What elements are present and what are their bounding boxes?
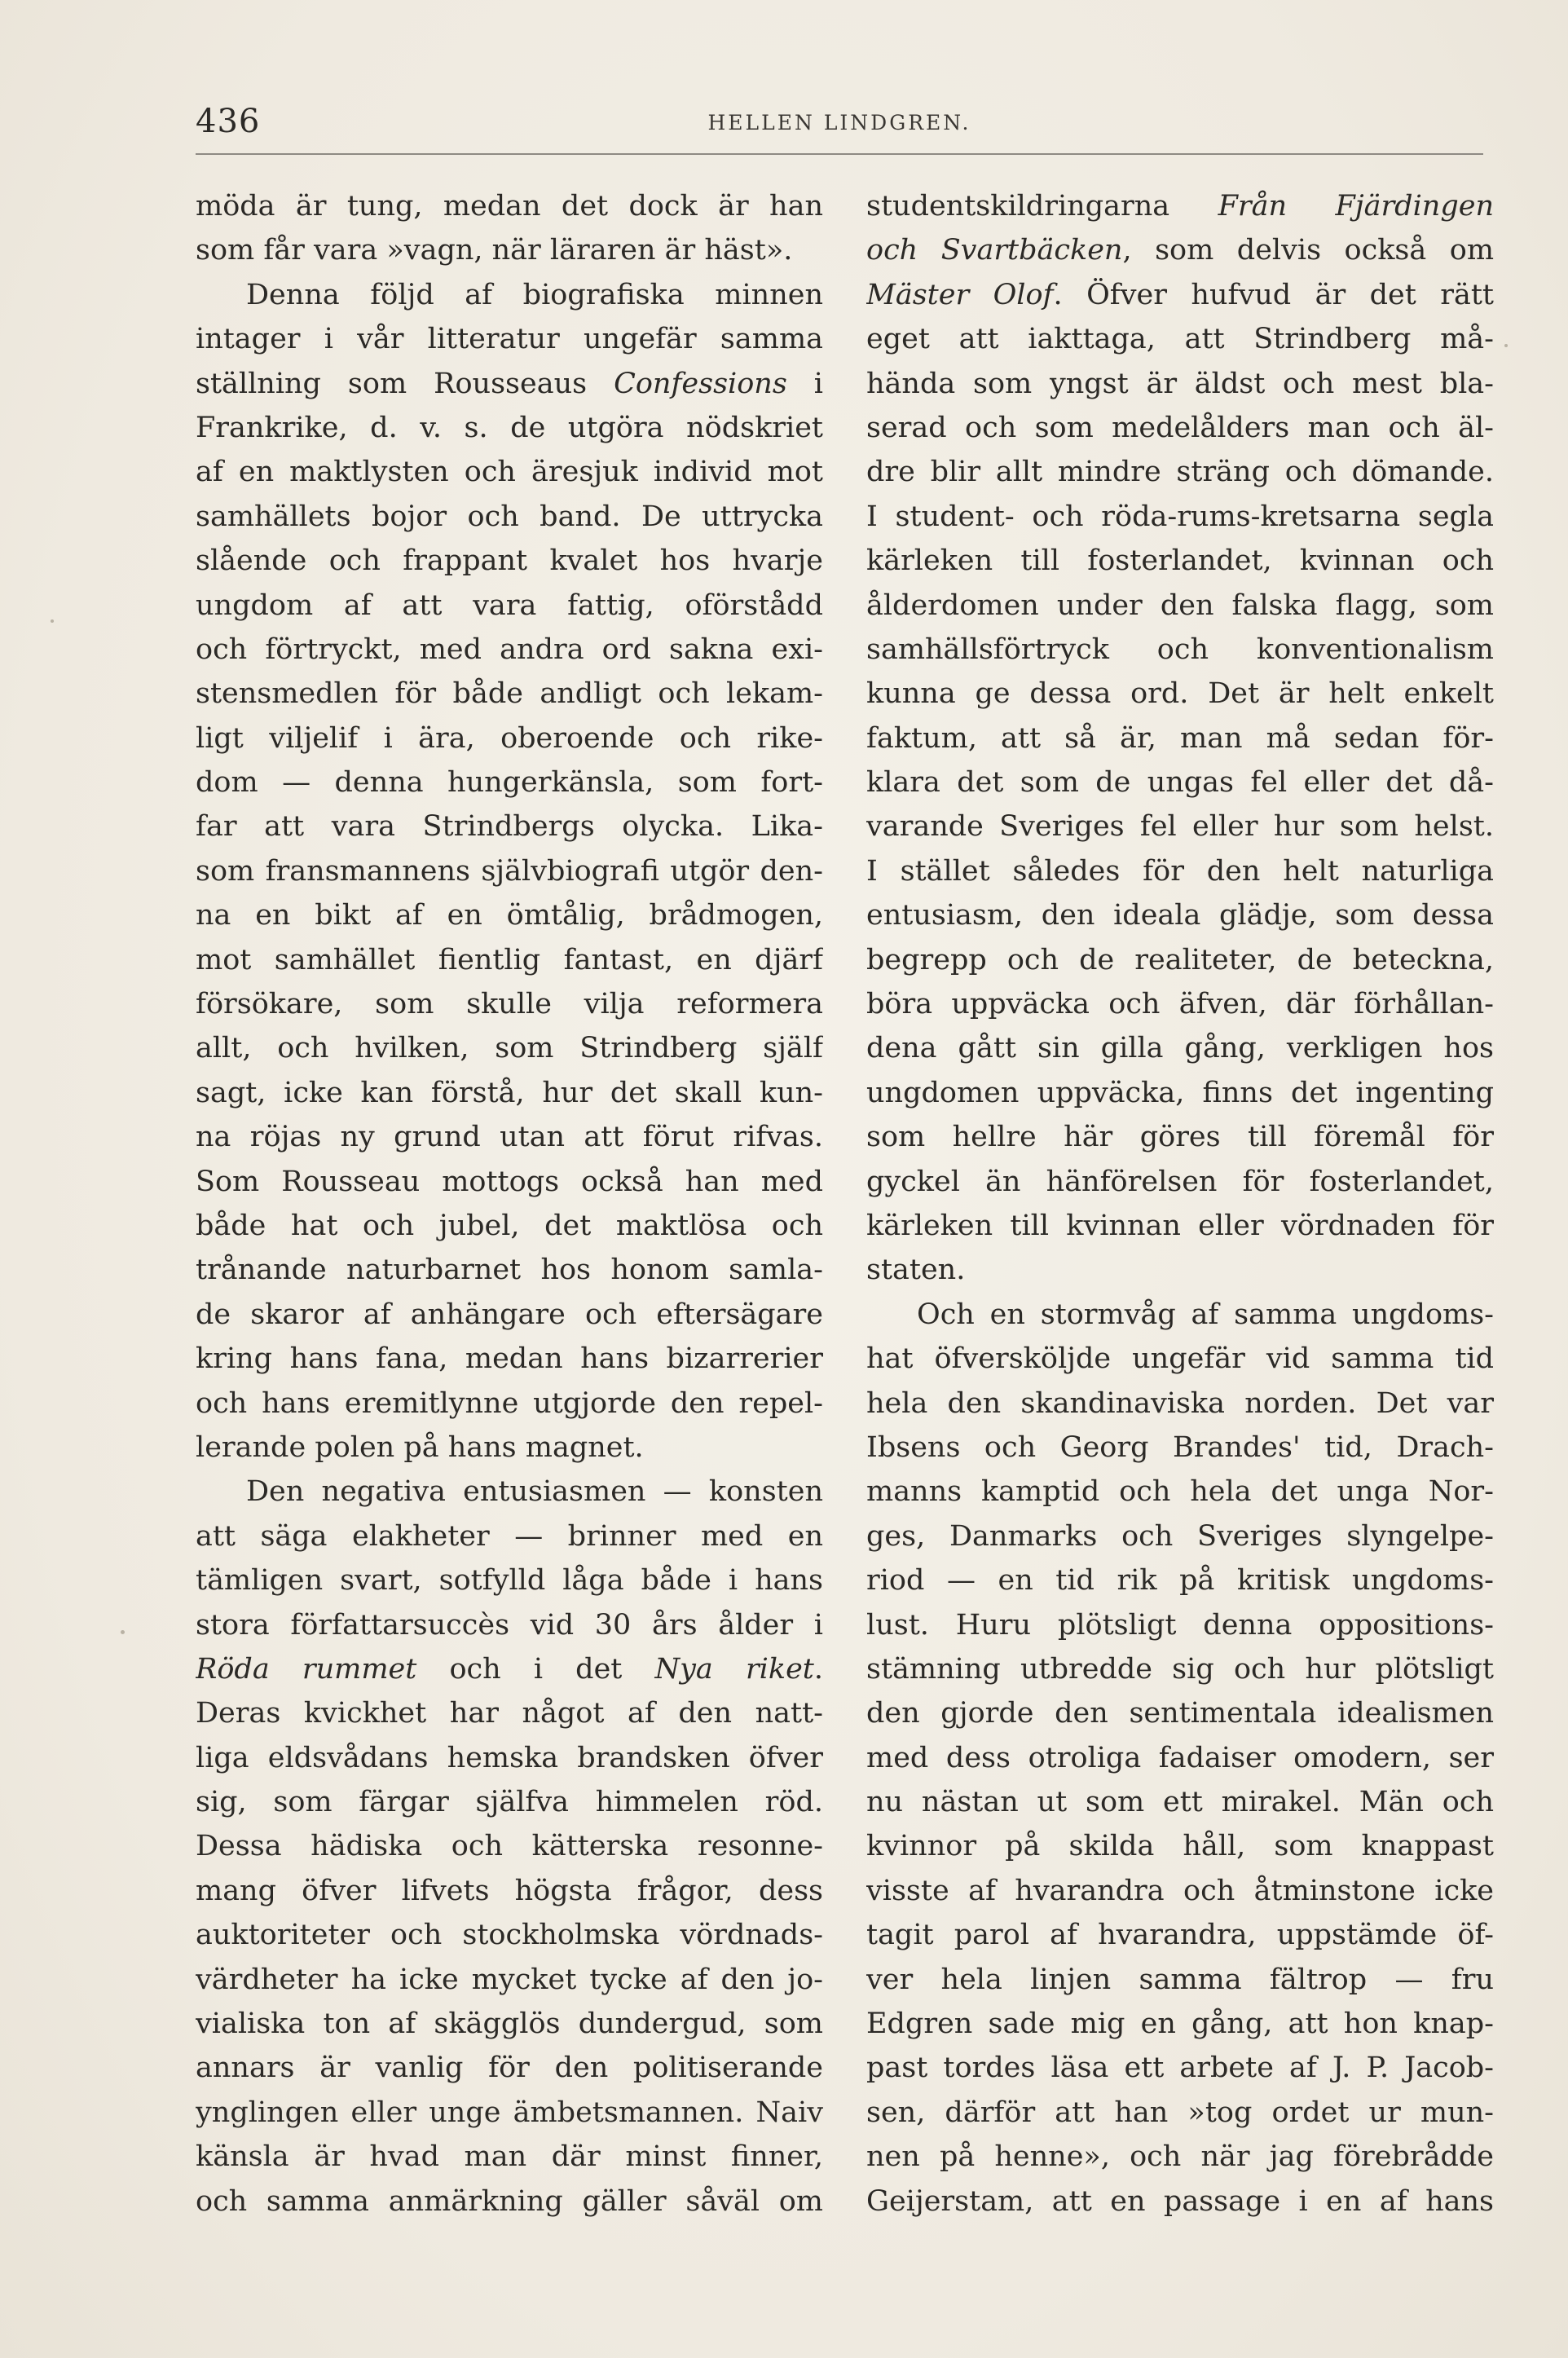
line-text: ligt viljelif i ära, oberoende och rike- <box>196 721 823 755</box>
text-line <box>196 1780 823 1824</box>
paper-speck <box>1504 344 1508 347</box>
text-line <box>866 1558 1494 1602</box>
text-line <box>196 1382 823 1426</box>
line-text: de skaror af anhängare och eftersägare <box>196 1298 823 1331</box>
text-line <box>866 1382 1494 1426</box>
text-line <box>196 1337 823 1381</box>
text-line <box>196 228 823 272</box>
text-line <box>196 1204 823 1248</box>
text-line <box>196 273 823 317</box>
text-line <box>866 1204 1494 1248</box>
line-text: mot samhället fientlig fantast, en djärf <box>196 943 823 976</box>
line-text: ungdom af att vara fattig, oförstådd <box>196 588 823 622</box>
text-line <box>866 628 1494 672</box>
line-text: annars är vanlig för den politiserande <box>196 2052 823 2085</box>
text-line <box>866 1071 1494 1115</box>
italic-title: Nya riket <box>654 1652 814 1686</box>
text-line <box>866 1603 1494 1647</box>
line-text: eget att iakttaga, att Strindberg må- <box>866 323 1494 356</box>
line-text: att säga elakheter — brinner med en <box>196 1519 823 1553</box>
line-text: Ibsens och Georg Brandes' tid, Drach- <box>866 1430 1494 1464</box>
text-line <box>866 982 1494 1026</box>
text-line <box>196 539 823 583</box>
text-line <box>866 406 1494 450</box>
text-line <box>866 539 1494 583</box>
text-line <box>196 2091 823 2135</box>
text-line <box>866 938 1494 982</box>
line-text: faktum, att så är, man må sedan för- <box>866 721 1494 755</box>
line-text: som fransmannens självbiografi utgör den- <box>196 854 823 888</box>
line-text: allt, och hvilken, som Strindberg själf <box>196 1032 823 1065</box>
line-text: Den negativa entusiasmen — konsten <box>246 1475 823 1509</box>
text-line <box>196 1691 823 1735</box>
text-line <box>866 228 1494 272</box>
line-text: både hat och jubel, det maktlösa och <box>196 1209 823 1242</box>
text-line <box>866 317 1494 361</box>
text-line <box>196 1869 823 1913</box>
line-text: visste af hvarandra och åtminstone icke <box>866 1874 1494 1907</box>
line-text: Som Rousseau mottogs också han med <box>196 1165 823 1198</box>
line-text: och i det <box>416 1652 655 1686</box>
text-line <box>196 1026 823 1070</box>
line-text: lust. Huru plötsligt denna oppositions- <box>866 1608 1494 1642</box>
text-line <box>866 716 1494 760</box>
text-line <box>196 938 823 982</box>
text-line <box>866 1160 1494 1204</box>
line-text: nu nästan ut som ett mirakel. Män och <box>866 1786 1494 1819</box>
right-column <box>866 184 1494 2224</box>
line-text: trånande naturbarnet hos honom samla- <box>196 1254 823 1287</box>
line-text: gyckel än hänförelsen för fosterlandet, <box>866 1165 1494 1198</box>
text-line <box>866 2135 1494 2179</box>
line-text: sig, som färgar själfva himmelen röd. <box>196 1786 823 1819</box>
line-text: slående och frappant kvalet hos hvarje <box>196 544 823 578</box>
line-text: nen på henne», och när jag förebrådde <box>866 2140 1494 2174</box>
text-line <box>866 1426 1494 1470</box>
italic-title: Confessions <box>614 367 787 400</box>
text-line <box>866 1780 1494 1824</box>
line-text: dena gått sin gilla gång, verkligen hos <box>866 1032 1494 1065</box>
line-text: hela den skandinaviska norden. Det var <box>866 1386 1494 1420</box>
text-line <box>866 1470 1494 1514</box>
text-line <box>196 2046 823 2090</box>
text-line <box>196 584 823 628</box>
text-line <box>866 584 1494 628</box>
line-text: , som delvis också om <box>1122 234 1494 267</box>
text-line <box>196 1514 823 1558</box>
line-text: tämligen svart, sotfylld låga både i hans <box>196 1564 823 1598</box>
text-line <box>866 1869 1494 1913</box>
line-text: lerande polen på hans magnet. <box>196 1430 644 1464</box>
text-line <box>196 317 823 361</box>
text-line <box>866 893 1494 937</box>
text-line <box>866 2179 1494 2224</box>
text-line <box>866 1736 1494 1780</box>
header-rule <box>196 153 1483 155</box>
line-text: Och en stormvåg af samma ungdoms- <box>917 1298 1494 1331</box>
line-text: känsla är hvad man där minst finner, <box>196 2140 823 2174</box>
line-text: den gjorde den sentimentala idealismen <box>866 1697 1494 1730</box>
line-text: samhällsförtryck och konventionalism <box>866 632 1494 666</box>
line-text: I student- och röda-rums-kretsarna segla <box>866 500 1494 533</box>
text-line <box>196 2135 823 2179</box>
line-text: Edgren sade mig en gång, att hon knap- <box>866 2008 1494 2041</box>
text-line <box>196 1913 823 1957</box>
line-text: past tordes läsa ett arbete af J. P. Jacob- <box>866 2052 1494 2085</box>
line-text: serad och som medelålders man och äl- <box>866 411 1494 444</box>
line-text: staten. <box>866 1254 966 1287</box>
text-line <box>866 1691 1494 1735</box>
line-text: och förtryckt, med andra ord sakna exi- <box>196 632 823 666</box>
text-line <box>196 1736 823 1780</box>
line-text: entusiasm, den ideala glädje, som dessa <box>866 899 1494 932</box>
text-line <box>866 1824 1494 1868</box>
line-text: och samma anmärkning gäller såväl om <box>196 2184 823 2218</box>
line-text: kring hans fana, medan hans bizarrerier <box>196 1342 823 1376</box>
page-number: 436 <box>196 103 261 140</box>
text-line <box>866 2046 1494 2090</box>
line-text: sen, därför att han »tog ordet ur mun- <box>866 2096 1494 2129</box>
line-text: försökare, som skulle vilja reformera <box>196 988 823 1021</box>
line-text: Denna följd af biografiska minnen <box>246 278 823 311</box>
text-line <box>866 273 1494 317</box>
line-text: af en maktlysten och äresjuk individ mot <box>196 456 823 489</box>
line-text: na en bikt af en ömtålig, brådmogen, <box>196 899 823 932</box>
line-text: ges, Danmarks och Sveriges slyngelpe- <box>866 1519 1494 1553</box>
text-line <box>196 1293 823 1337</box>
line-text: varande Sveriges fel eller hur som helst. <box>866 810 1494 844</box>
paper-speck <box>121 1630 125 1634</box>
line-text: . <box>813 1652 823 1686</box>
line-text: stensmedlen för både andligt och lekam- <box>196 677 823 711</box>
line-text: . Öfver hufvud är det rätt <box>1053 278 1494 311</box>
line-text: böra uppväcka och äfven, där förhållan- <box>866 988 1494 1021</box>
text-line <box>866 804 1494 848</box>
text-line <box>866 1514 1494 1558</box>
line-text: Deras kvickhet har något af den natt- <box>196 1697 823 1730</box>
line-text: Dessa hädiska och kätterska resonne- <box>196 1830 823 1863</box>
line-text: riod — en tid rik på kritisk ungdoms- <box>866 1564 1494 1598</box>
text-line <box>196 893 823 937</box>
line-text: dre blir allt mindre sträng och dömande. <box>866 456 1494 489</box>
text-line <box>866 1293 1494 1337</box>
text-line <box>866 184 1494 228</box>
line-text: ynglingen eller unge ämbetsmannen. Naiv <box>196 2096 823 2129</box>
text-line <box>196 450 823 494</box>
text-line <box>866 450 1494 494</box>
text-line <box>196 406 823 450</box>
line-text: manns kamptid och hela det unga Nor- <box>866 1475 1494 1509</box>
text-line <box>866 1115 1494 1159</box>
text-line <box>196 1958 823 2002</box>
text-line <box>196 1558 823 1602</box>
line-text: kärleken till fosterlandet, kvinnan och <box>866 544 1494 578</box>
page-header <box>196 103 1483 152</box>
line-text: och hans eremitlynne utgjorde den repel- <box>196 1386 823 1420</box>
text-line <box>196 716 823 760</box>
text-line <box>866 1026 1494 1070</box>
running-head: HELLEN LINDGREN. <box>707 111 971 134</box>
line-text: som får vara »vagn, när läraren är häst». <box>196 234 793 267</box>
line-text: stämning utbredde sig och hur plötsligt <box>866 1652 1494 1686</box>
line-text: auktoriteter och stockholmska vördnads- <box>196 1919 823 1952</box>
text-line <box>196 184 823 228</box>
line-text: sagt, icke kan förstå, hur det skall kun- <box>196 1076 823 1109</box>
line-text: far att vara Strindbergs olycka. Lika- <box>196 810 823 844</box>
line-text: kunna ge dessa ord. Det är helt enkelt <box>866 677 1494 711</box>
line-text: hända som yngst är äldst och mest bla- <box>866 367 1494 400</box>
line-text: tagit parol af hvarandra, uppstämde öf- <box>866 1919 1494 1952</box>
paper-speck <box>51 619 54 623</box>
italic-title: Röda rummet <box>196 1652 417 1686</box>
text-line <box>196 849 823 893</box>
line-text: möda är tung, medan det dock är han <box>196 190 823 223</box>
text-line <box>196 1426 823 1470</box>
text-line <box>196 1824 823 1868</box>
line-text: studentskildringarna <box>866 190 1218 223</box>
text-line <box>196 1647 823 1691</box>
text-line <box>866 1337 1494 1381</box>
line-text: I stället således för den helt naturliga <box>866 854 1494 888</box>
text-line <box>196 1160 823 1204</box>
text-line <box>196 760 823 804</box>
text-line <box>866 1913 1494 1957</box>
text-line <box>866 362 1494 406</box>
line-text: ålderdomen under den falska flagg, som <box>866 588 1494 622</box>
line-text: Frankrike, d. v. s. de utgöra nödskriet <box>196 411 823 444</box>
line-text: vialiska ton af skägglös dundergud, som <box>196 2008 823 2041</box>
line-text: mang öfver lifvets högsta frågor, dess <box>196 1874 823 1907</box>
text-line <box>196 1603 823 1647</box>
line-text: intager i vår litteratur ungefär samma <box>196 323 823 356</box>
italic-title: Mäster Olof <box>866 278 1054 311</box>
italic-title: Från Fjärdingen <box>1218 190 1494 223</box>
line-text: ver hela linjen samma fältrop — fru <box>866 1963 1494 1996</box>
text-line <box>866 1958 1494 2002</box>
line-text: hat öfversköljde ungefär vid samma tid <box>866 1342 1494 1376</box>
line-text: ungdomen uppväcka, finns det ingenting <box>866 1076 1494 1109</box>
text-line <box>866 2091 1494 2135</box>
text-line <box>196 495 823 539</box>
line-text: samhällets bojor och band. De uttrycka <box>196 500 823 533</box>
text-line <box>866 2002 1494 2046</box>
line-text: ställning som Rousseaus <box>196 367 614 400</box>
left-column <box>196 184 823 2224</box>
text-line <box>196 982 823 1026</box>
line-text: liga eldsvådans hemska brandsken öfver <box>196 1741 823 1774</box>
line-text: som hellre här göres till föremål för <box>866 1121 1494 1154</box>
line-text: Geijerstam, att en passage i en af hans <box>866 2184 1494 2218</box>
text-line <box>196 804 823 848</box>
text-line <box>196 2179 823 2224</box>
text-line <box>866 1248 1494 1292</box>
text-line <box>866 1647 1494 1691</box>
line-text: dom — denna hungerkänsla, som fort- <box>196 766 823 800</box>
text-line <box>196 672 823 716</box>
text-line <box>866 495 1494 539</box>
text-line <box>196 1248 823 1292</box>
line-text: värdheter ha icke mycket tycke af den jo- <box>196 1963 823 1996</box>
line-text: kärleken till kvinnan eller vördnaden för <box>866 1209 1494 1242</box>
text-line <box>866 672 1494 716</box>
line-text: stora författarsuccès vid 30 års ålder i <box>196 1608 823 1642</box>
text-line <box>196 1115 823 1159</box>
text-line <box>196 2002 823 2046</box>
text-line <box>866 849 1494 893</box>
text-line <box>196 362 823 406</box>
italic-title: och Svartbäcken <box>866 234 1123 267</box>
line-text: begrepp och de realiteter, de beteckna, <box>866 943 1494 976</box>
text-line <box>866 760 1494 804</box>
line-text: kvinnor på skilda håll, som knappast <box>866 1830 1494 1863</box>
line-text: na röjas ny grund utan att förut rifvas. <box>196 1121 823 1154</box>
line-text: klara det som de ungas fel eller det då- <box>866 766 1494 800</box>
line-text: i <box>786 367 823 400</box>
text-line <box>196 1071 823 1115</box>
line-text: med dess otroliga fadaiser omodern, ser <box>866 1741 1494 1774</box>
text-line <box>196 628 823 672</box>
text-line <box>196 1470 823 1514</box>
